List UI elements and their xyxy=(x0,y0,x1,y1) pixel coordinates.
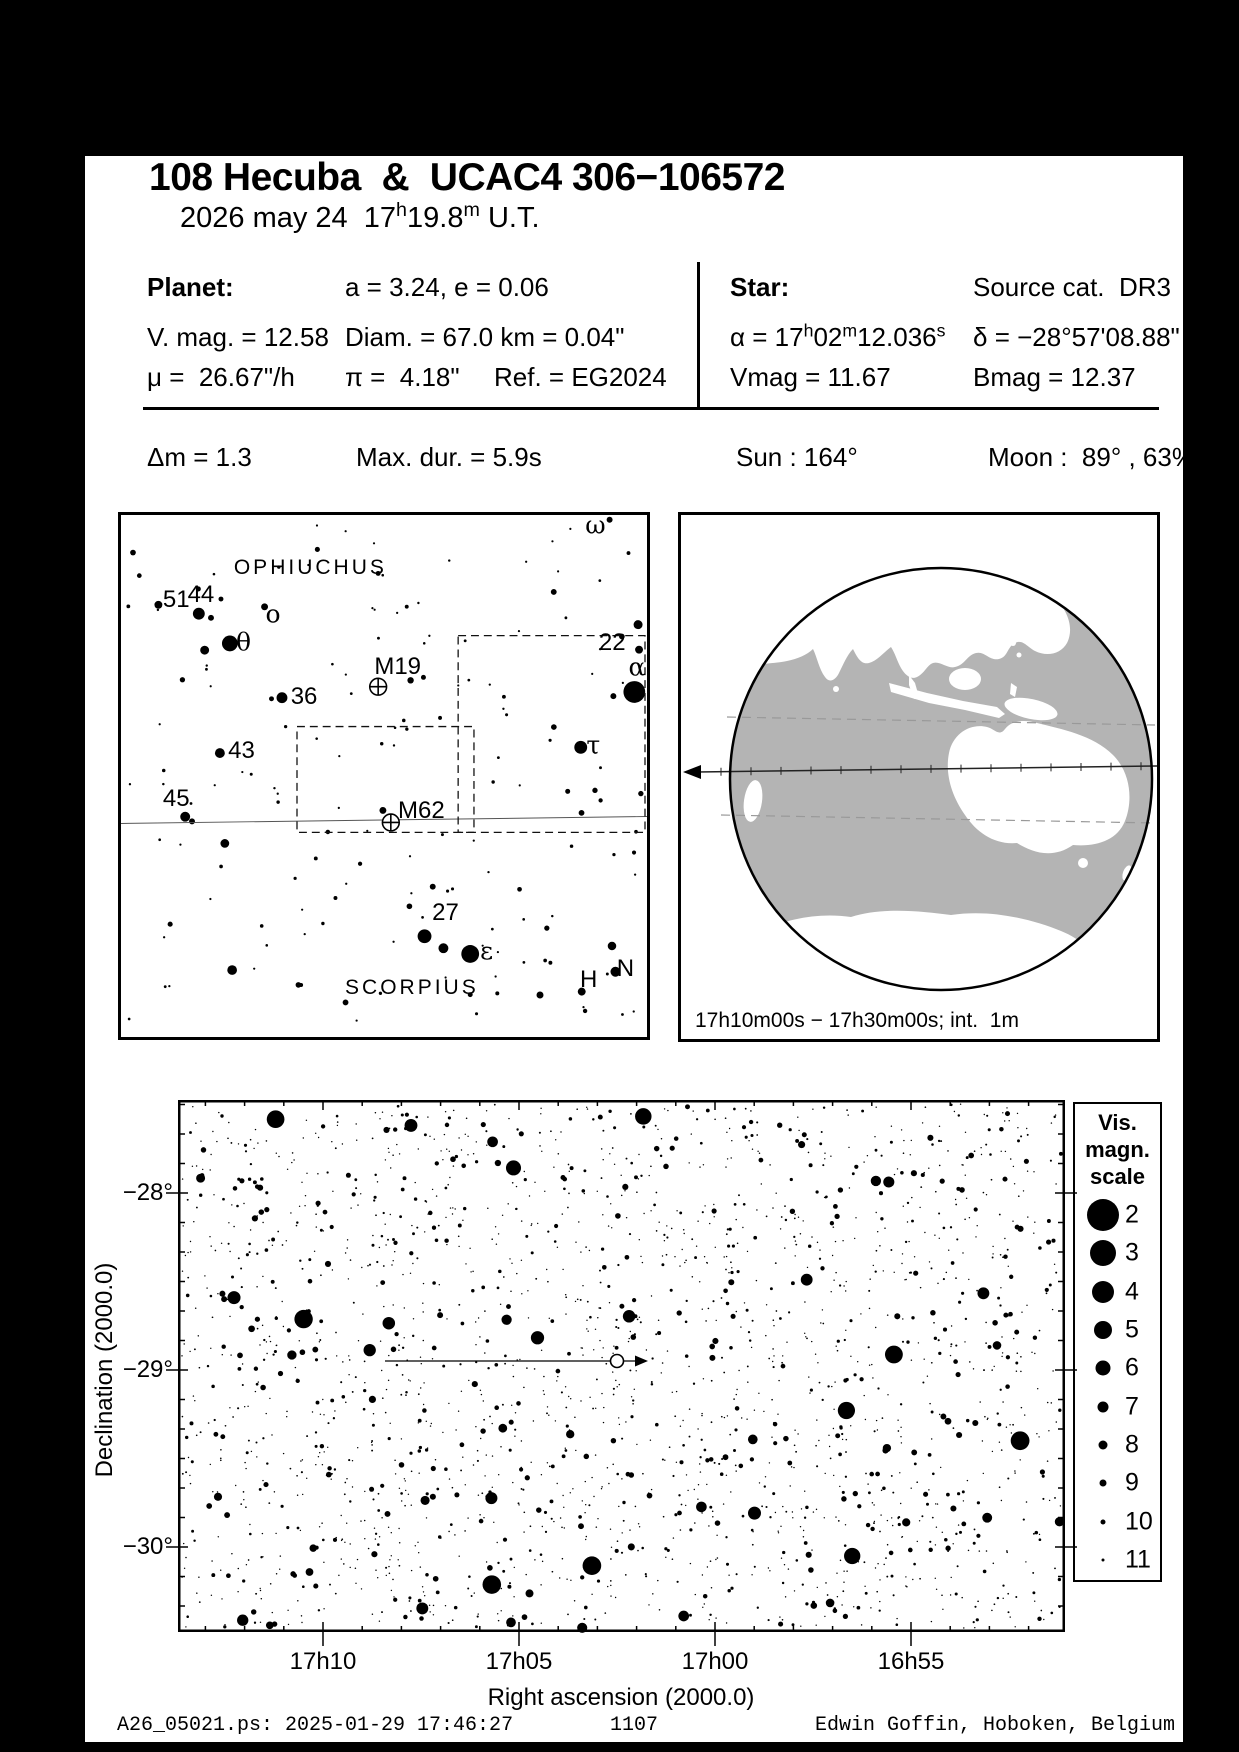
ra-s-sup: s xyxy=(936,320,946,341)
mag-label: 3 xyxy=(1125,1238,1139,1267)
star-label-36: 36 xyxy=(290,682,318,710)
document-page xyxy=(85,156,1195,1742)
star-heading: Star: xyxy=(730,272,790,302)
footer-credit: Edwin Goffin, Hoboken, Belgium xyxy=(814,1714,1175,1737)
event-magnitude-drop: Δm = 1.3 xyxy=(147,442,252,472)
mag-label: 9 xyxy=(1125,1468,1139,1497)
star-right-ascension xyxy=(730,322,945,353)
star-label-tau: τ xyxy=(586,730,601,760)
planet-vmag: V. mag. = 12.58 xyxy=(147,322,329,352)
event-datetime xyxy=(180,199,540,235)
star-label-omicron: o xyxy=(265,599,281,629)
star-label-27: 27 xyxy=(432,899,459,927)
mag-label: 5 xyxy=(1125,1315,1139,1344)
dec-tick-label: −30° xyxy=(122,1533,173,1560)
finder-chart-panel xyxy=(118,512,650,1040)
event-minutes: 19.8 xyxy=(407,202,464,234)
mag-label: 6 xyxy=(1125,1353,1139,1382)
event-date: 2026 may 24 17 xyxy=(180,202,397,234)
event-moon-elongation: Moon : 89° , 63% xyxy=(988,442,1195,472)
mag-label: 10 xyxy=(1125,1507,1153,1536)
mag-label: 2 xyxy=(1125,1200,1139,1229)
footer-page-number: 1107 xyxy=(609,1714,658,1737)
constellation-label-scorpius: SCORPIUS xyxy=(345,976,479,1000)
mag-scale-title: magn. xyxy=(1085,1137,1150,1162)
event-max-duration: Max. dur. = 5.9s xyxy=(356,442,542,472)
ra-tick-label: 17h00 xyxy=(681,1648,749,1675)
planet-orbital-elements: a = 3.24, e = 0.06 xyxy=(345,272,549,302)
section-divider xyxy=(697,262,700,409)
star-label-44: 44 xyxy=(187,580,215,608)
magnitude-scale-panel xyxy=(1073,1102,1162,1582)
ra-h-sup: h xyxy=(803,320,814,341)
star-label-theta: θ xyxy=(236,627,252,657)
footer-filename: A26_05021.ps: 2025-01-29 17:46:27 xyxy=(117,1714,514,1737)
star-source-catalog: Source cat. DR3 xyxy=(973,272,1171,302)
mag-label: 4 xyxy=(1125,1277,1139,1306)
star-label-alpha: α xyxy=(628,652,646,682)
planet-diameter: Diam. = 67.0 km = 0.04" xyxy=(345,322,625,352)
star-label-epsilon: ε xyxy=(480,936,494,966)
declination-axis-label: Declination (2000.0) xyxy=(91,1262,118,1478)
star-label-22: 22 xyxy=(598,629,626,657)
planet-heading: Planet: xyxy=(147,272,234,302)
star-declination: δ = −28°57'08.88" xyxy=(973,322,1180,352)
right-ascension-axis-label: Right ascension (2000.0) xyxy=(487,1684,755,1711)
planet-motion: μ = 26.67"/h xyxy=(147,362,295,392)
star-field-svg xyxy=(178,1100,1065,1632)
star-label-45: 45 xyxy=(162,785,190,813)
globe-panel xyxy=(678,512,1160,1042)
ra-tick-label: 17h10 xyxy=(289,1648,357,1675)
page-title: 108 Hecuba & UCAC4 306−106572 xyxy=(149,156,785,199)
globe-svg xyxy=(681,515,1157,1039)
event-sun-elongation: Sun : 164° xyxy=(736,442,858,472)
mag-scale-title: scale xyxy=(1089,1164,1146,1189)
ra-minutes: 02 xyxy=(813,322,843,352)
ra-tick-label: 16h55 xyxy=(877,1648,945,1675)
globe-time-range: 17h10m00s − 17h30m00s; int. 1m xyxy=(695,1009,1019,1032)
mag-label: 7 xyxy=(1125,1392,1139,1421)
mag-dot xyxy=(1099,1441,1108,1450)
ut-suffix: U.T. xyxy=(479,202,540,234)
ra-hours: α = 17 xyxy=(730,322,804,352)
planet-reference: Ref. = EG2024 xyxy=(494,362,667,392)
mag-dot xyxy=(1102,1559,1105,1562)
mag-label: 8 xyxy=(1125,1430,1139,1459)
mag-dot xyxy=(1087,1199,1119,1231)
minutes-superscript: m xyxy=(463,199,480,222)
star-field-chart xyxy=(178,1100,1065,1632)
mag-dot xyxy=(1092,1281,1114,1303)
star-label-h: H xyxy=(579,965,598,993)
mag-label: 11 xyxy=(1125,1545,1151,1574)
dec-tick-label: −29° xyxy=(122,1356,173,1383)
path-arrow-icon xyxy=(683,765,701,779)
section-rule xyxy=(143,407,1159,410)
dso-label-m19: M19 xyxy=(374,653,422,681)
planet-parallax: π = 4.18" xyxy=(345,362,460,392)
mag-dot xyxy=(1090,1240,1116,1266)
mag-dot xyxy=(1096,1361,1111,1376)
star-label-51: 51 xyxy=(162,586,190,614)
mag-dot xyxy=(1101,1520,1106,1525)
mag-dot xyxy=(1094,1321,1112,1339)
mag-scale-title: Vis. xyxy=(1098,1110,1137,1135)
ra-tick-label: 17h05 xyxy=(485,1648,553,1675)
star-vmag: Vmag = 11.67 xyxy=(730,362,891,392)
field-outline-large xyxy=(458,636,645,833)
ra-m-sup: m xyxy=(842,320,858,341)
target-marker xyxy=(385,1355,648,1368)
dso-label-m62: M62 xyxy=(398,797,445,825)
ra-seconds: 12.036 xyxy=(857,322,937,352)
star-label-n: N xyxy=(616,954,635,982)
mag-dot xyxy=(1098,1402,1109,1413)
hours-superscript: h xyxy=(396,199,408,222)
star-bmag: Bmag = 12.37 xyxy=(973,362,1136,392)
star-label-43: 43 xyxy=(228,737,255,765)
dso-marker-m62 xyxy=(382,814,399,831)
dec-tick-label: −28° xyxy=(122,1179,173,1206)
constellation-label-ophiuchus: OPHIUCHUS xyxy=(233,556,387,580)
star-label-omega: ω xyxy=(585,510,606,540)
mag-dot xyxy=(1100,1480,1107,1487)
